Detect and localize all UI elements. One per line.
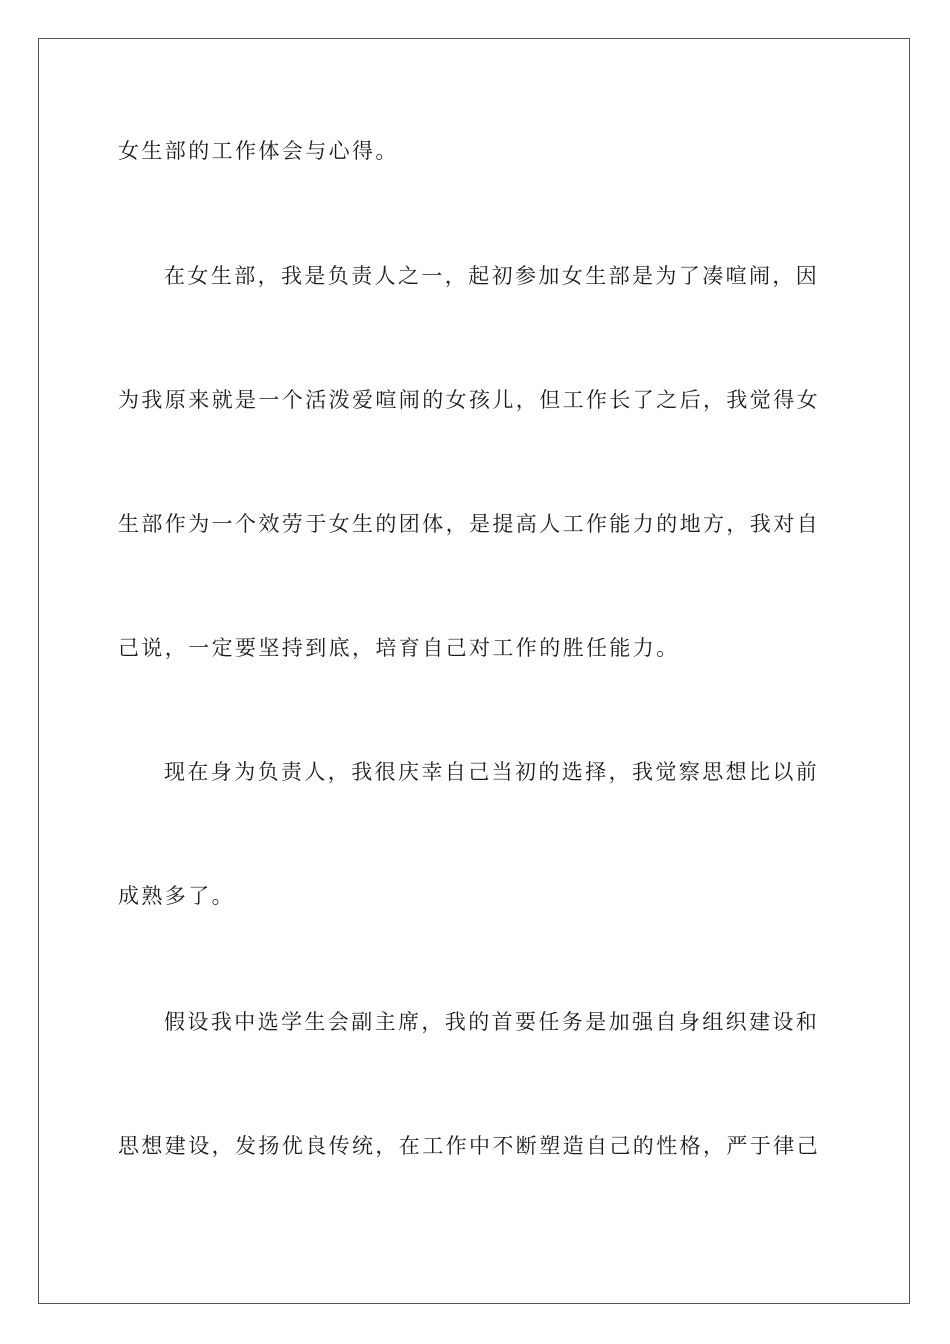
text-line: 己说，一定要坚持到底，培育自己对工作的胜任能力。 [118,636,680,660]
paragraph-first-line: 假设我中选学生会副主席，我的首要任务是加强自身组织建设和 [164,1010,820,1034]
text-line: 女生部的工作体会与心得。 [118,139,399,163]
paragraph-first-line: 在女生部，我是负责人之一，起初参加女生部是为了凑喧闹，因 [164,264,820,288]
text-line: 为我原来就是一个活泼爱喧闹的女孩儿，但工作长了之后，我觉得女 [118,388,820,412]
paragraph-first-line: 现在身为负责人，我很庆幸自己当初的选择，我觉察思想比以前 [164,760,820,784]
page-border [38,38,910,1304]
text-line: 思想建设，发扬优良传统，在工作中不断塑造自己的性格，严于律己 [118,1134,820,1158]
text-line: 生部作为一个效劳于女生的团体，是提高人工作能力的地方，我对自 [118,512,820,536]
text-line: 成熟多了。 [118,884,235,908]
